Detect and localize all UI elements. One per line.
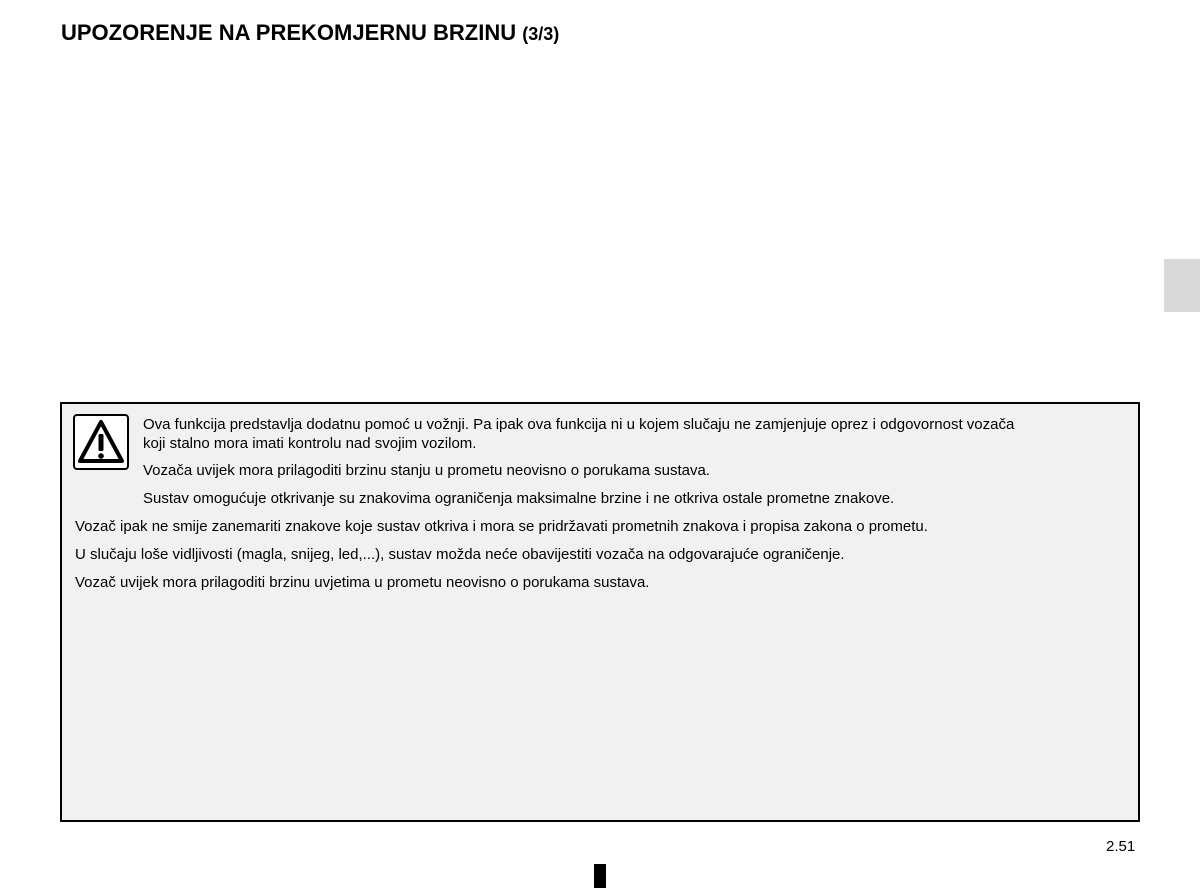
warning-paragraph-1-line-1: Ova funkcija predstavlja dodatnu pomoć u vožnji. Pa ipak ova funkcija ni u kojem slučaju ne zamjenjuje oprez i odgovornost vozača [143, 416, 1015, 433]
warning-paragraph-5: U slučaju loše vidljivosti (magla, snijeg, led,...), sustav možda neće obavijestiti vozača na odgovarajuće ograničenje. [75, 546, 845, 563]
warning-paragraph-4: Vozač ipak ne smije zanemariti znakove koje sustav otkriva i mora se pridržavati prometnih znakova i propisa zakona o prometu. [75, 518, 928, 535]
page-number: 2.51 [1106, 838, 1136, 855]
warning-paragraph-2: Vozača uvijek mora prilagoditi brzinu stanju u prometu neovisno o porukama sustava. [143, 462, 710, 479]
chapter-tab [1164, 259, 1200, 312]
warning-paragraph-3: Sustav omogućuje otkrivanje su znakovima ograničenja maksimalne brzine i ne otkriva ostale prometne znakove. [143, 490, 895, 507]
print-crop-mark [594, 864, 606, 888]
warning-paragraph-1-line-2: koji stalno mora imati kontrolu nad svojim vozilom. [143, 435, 477, 452]
warning-box [60, 402, 1140, 822]
page-title-text: UPOZORENJE NA PREKOMJERNU BRZINU [61, 20, 517, 45]
page-part-indicator: (3/3) [522, 24, 560, 44]
warning-paragraph-1 [143, 415, 1014, 453]
warning-triangle-icon [73, 414, 129, 470]
warning-paragraph-6: Vozač uvijek mora prilagoditi brzinu uvjetima u prometu neovisno o porukama sustava. [75, 574, 650, 591]
page-title [61, 20, 559, 46]
